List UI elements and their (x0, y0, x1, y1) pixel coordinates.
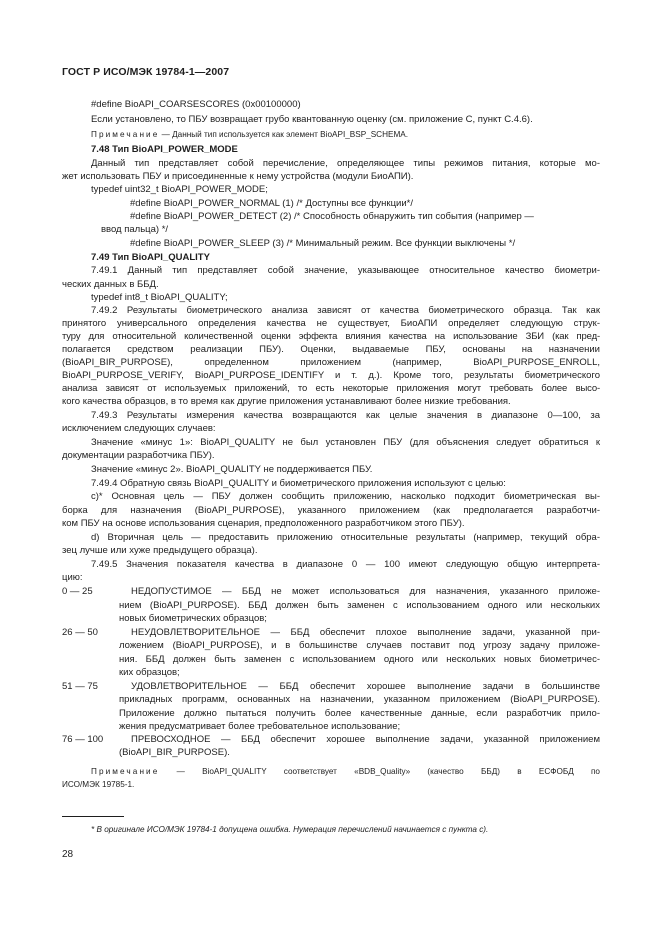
footnote: * В оригинале ИСО/МЭК 19784-1 допущена ошибка. Нумерация перечислений начинается с пункта с). (91, 825, 489, 834)
text-line: #define BioAPI_COARSESCORES (0x00100000) (91, 99, 301, 110)
note-label: Примечание (91, 130, 160, 139)
note-line (91, 766, 600, 778)
range-label: 0 — 25 (62, 586, 93, 597)
range-label: 26 — 50 (62, 627, 98, 638)
code-line: typedef uint32_t BioAPI_POWER_MODE; (91, 184, 268, 195)
text-line: анализа зависят от используемых приложений, то есть некоторые приложения могут требовать более высо- (62, 383, 600, 394)
text-line: прикладных программ, основанных на назначении, указанном приложением (BioAPI_PURPOSE). (119, 694, 600, 705)
text-line: туру для относительной количественной оценки эффекта влияния качества на использование ЗБИ (как пред- (62, 331, 600, 342)
text-line: d) Вторичная цель — предоставить приложению относительные результаты (например, текущий обра- (91, 532, 600, 543)
text-line: 7.49.4 Обратную связь BioAPI_QUALITY и биометрического приложения используют с целью: (91, 478, 506, 489)
text-line: ких образцов; (119, 667, 180, 678)
text-line: (BioAPI_BIR_PURPOSE). (119, 747, 230, 758)
text-line: ком ПБУ на основе использования сценария, предположенного разработчиком этого ПБУ). (62, 518, 465, 529)
text-line: зец лучше или хуже предыдущего образца). (62, 545, 258, 556)
code-line: #define BioAPI_POWER_NORMAL (1) /* Доступны все функции*/ (130, 198, 413, 209)
text-line: ложением (BioAPI_PURPOSE), и в большинстве случаев поставит под угрозу задачу приложе- (119, 640, 600, 651)
text-line: НЕДОПУСТИМОЕ — ББД не может использоваться для назначения, указанного приложе- (131, 586, 600, 597)
code-line: #define BioAPI_POWER_DETECT (2) /* Способность обнаружить тип события (например — (130, 211, 534, 222)
text-line: исключением следующих случаев: (62, 423, 216, 434)
code-line: #define BioAPI_POWER_SLEEP (3) /* Минимальный режим. Все функции выключены */ (130, 238, 516, 249)
page-number: 28 (62, 849, 74, 860)
text-line: 7.49.1 Данный тип представляет собой значение, указывающее относительное качество биометри- (91, 265, 600, 276)
text-line: BioAPI_PURPOSE_VERIFY, BioAPI_PURPOSE_IDENTIFY и т. д.). Кроме того, результаты биометрического (62, 370, 600, 381)
text-line: УДОВЛЕТВОРИТЕЛЬНОЕ — ББД обеспечит хорошее выполнение задачи в большинстве (131, 681, 600, 692)
code-line: ввод пальца) */ (101, 224, 169, 235)
text-line: ПРЕВОСХОДНОЕ — ББД обеспечит хорошее выполнение задачи, указанной приложением (131, 734, 600, 745)
note-line: ИСО/МЭК 19785-1. (62, 780, 135, 789)
text-line: жет использовать ПБУ и присоединенные к нему устройства (модули БиоАПИ). (62, 171, 414, 182)
text-line: Данный тип представляет собой перечисление, определяющее типы режимов питания, которые мо- (91, 158, 600, 169)
text-line: ческих данных в ББД. (62, 279, 159, 290)
section-heading: 7.49 Тип BioAPI_QUALITY (91, 252, 210, 263)
text-line: принятого универсального определения качества не существует, БиоАПИ определяет следующую струк- (62, 318, 600, 329)
text-line: борка для назначения (BioAPI_PURPOSE), указанного приложением (как предполагается разработчи- (62, 505, 600, 516)
text-line: Приложение должно пытаться получить более качественные данные, если разработчик прило- (119, 708, 600, 719)
text-line: ния. ББД должен быть заменен с использованием одного или нескольких новых биометричес- (119, 654, 600, 665)
code-line: typedef int8_t BioAPI_QUALITY; (91, 292, 228, 303)
text-line: цию: (62, 572, 83, 583)
text-line: документации разработчика ПБУ). (62, 450, 215, 461)
text-line: 7.49.3 Результаты измерения качества возвращаются как целые значения в диапазоне 0—100, за (91, 410, 600, 421)
text-line: кого качества образцов, в то время как другие приложения устанавливают более низкие требования. (62, 396, 511, 407)
text-line: НЕУДОВЛЕТВОРИТЕЛЬНОЕ — ББД обеспечит плохое выполнение задачи, указанной при- (131, 627, 600, 638)
text-line: нием (BioAPI_PURPOSE). ББД должен быть заменен с использованием одного или нескольких (119, 600, 600, 611)
text-line: (BioAPI_BIR_PURPOSE), определенном приложением (например, BioAPI_PURPOSE_ENROLL, (62, 357, 600, 368)
text-line: Значение «минус 2». BioAPI_QUALITY не поддерживается ПБУ. (91, 464, 373, 475)
text-line: полагается средством реализации ПБУ). Оценки, выдаваемые ПБУ, основаны на назначении (62, 344, 600, 355)
range-label: 76 — 100 (62, 734, 104, 745)
note-text: — Данный тип используется как элемент BioAPI_BSP_SCHEMA. (159, 130, 409, 139)
text-line: Если установлено, то ПБУ возвращает грубо квантованную оценку (см. приложение С, пункт С.4.6). (91, 114, 533, 125)
text-line: с)* Основная цель — ПБУ должен сообщить приложению, насколько подходит биометрическая вы- (91, 491, 600, 502)
note-text: — BioAPI_QUALITY соответствует «BDB_Quality» (качество ББД) в ЕСФОБД по (159, 767, 600, 776)
text-line: 7.49.5 Значения показателя качества в диапазоне 0 — 100 имеют следующую общую интерпрета- (91, 559, 600, 570)
footnote-separator (62, 816, 124, 817)
text-line: жения предусматривает более требовательное использование; (119, 721, 401, 732)
text-line: Значение «минус 1»: BioAPI_QUALITY не был установлен ПБУ (для объяснения следует обратиться к (91, 437, 600, 448)
note-line (91, 129, 408, 141)
text-line: 7.49.2 Результаты биометрического анализа зависят от качества биометрического образца. Так как (91, 305, 600, 316)
range-label: 51 — 75 (62, 681, 98, 692)
text-line: новых биометрических образцов; (119, 613, 267, 624)
section-heading: 7.48 Тип BioAPI_POWER_MODE (91, 144, 238, 155)
document-header: ГОСТ Р ИСО/МЭК 19784-1—2007 (62, 66, 230, 78)
note-label: Примечание (91, 767, 160, 776)
